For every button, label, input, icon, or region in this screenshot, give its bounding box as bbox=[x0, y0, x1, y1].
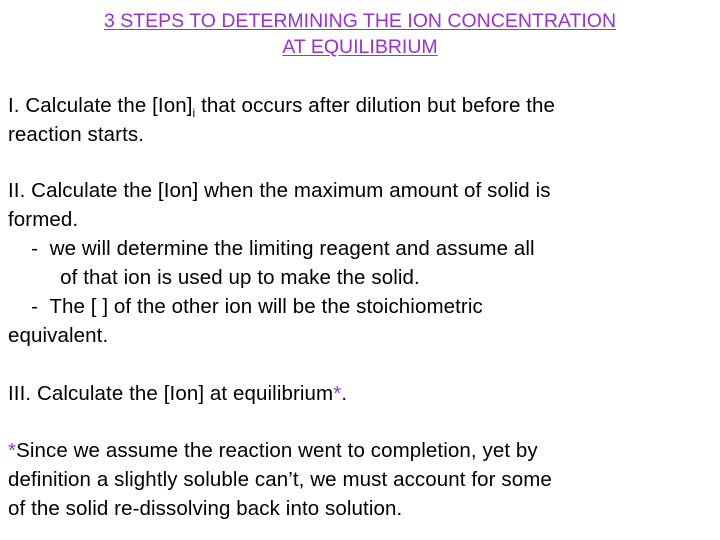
page-title bbox=[0, 8, 720, 60]
title-line-2: AT EQUILIBRIUM bbox=[282, 36, 438, 58]
step-2-line-2: formed. bbox=[8, 208, 79, 231]
step-1-line-2: reaction starts. bbox=[8, 123, 145, 146]
step-1-text-cont: that occurs after dilution but before the bbox=[195, 94, 556, 117]
note-line-3: of the solid re-dissolving back into solution. bbox=[8, 497, 403, 520]
step-1-line-1 bbox=[8, 91, 555, 123]
step-2-bullet-2-line-1: - The [ ] of the other ion will be the stoichiometric bbox=[8, 295, 483, 318]
step-2-bullet-2-line-2: equivalent. bbox=[8, 324, 109, 347]
step-3-period: . bbox=[341, 382, 348, 405]
subscript-i: i bbox=[192, 106, 196, 120]
note-asterisk: * bbox=[8, 439, 17, 462]
step-2-line-1: II. Calculate the [Ion] when the maximum amount of solid is bbox=[8, 179, 551, 202]
title-line-1: 3 STEPS TO DETERMINING THE ION CONCENTRATION bbox=[103, 10, 617, 32]
note-line-1 bbox=[8, 436, 538, 466]
note-text-1: Since we assume the reaction went to completion, yet by bbox=[16, 439, 538, 462]
note-line-2: definition a slightly soluble can’t, we must account for some bbox=[8, 468, 552, 491]
step-3-line bbox=[8, 379, 347, 409]
step-3-asterisk: * bbox=[333, 382, 342, 405]
step-1-text: I. Calculate the [Ion] bbox=[8, 94, 193, 117]
step-2-bullet-1-line-2: of that ion is used up to make the solid. bbox=[8, 266, 420, 289]
step-3-text: III. Calculate the [Ion] at equilibrium bbox=[8, 382, 334, 405]
step-2-bullet-1-line-1: - we will determine the limiting reagent and assume all bbox=[8, 237, 535, 260]
